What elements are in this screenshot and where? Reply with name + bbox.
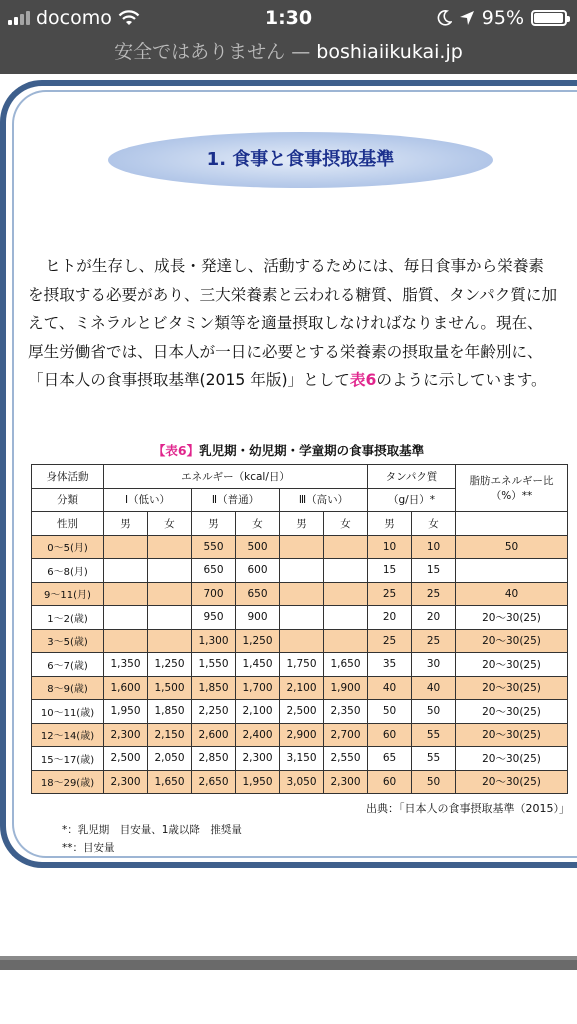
value-cell: 2,300 (236, 747, 280, 771)
header-female: 女 (236, 512, 280, 536)
value-cell (324, 606, 368, 630)
address-bar[interactable] (0, 37, 577, 64)
value-cell: 55 (412, 723, 456, 747)
value-cell: 60 (368, 770, 412, 794)
age-cell: 1～2(歳) (32, 606, 104, 630)
value-cell: 2,850 (192, 747, 236, 771)
clock: 1:30 (264, 7, 313, 29)
paragraph-text-end: のように示しています。 (376, 371, 547, 389)
value-cell (324, 582, 368, 606)
fat-ratio-cell (456, 559, 568, 583)
value-cell: 700 (192, 582, 236, 606)
value-cell: 20 (412, 606, 456, 630)
carrier-label: docomo (36, 7, 112, 29)
header-level-3: Ⅲ（高い） (280, 488, 368, 512)
value-cell: 50 (368, 700, 412, 724)
value-cell: 650 (192, 559, 236, 583)
value-cell: 1,500 (148, 676, 192, 700)
battery-icon (531, 10, 567, 26)
value-cell: 2,100 (236, 700, 280, 724)
value-cell: 500 (236, 535, 280, 559)
value-cell (324, 629, 368, 653)
age-cell: 8～9(歳) (32, 676, 104, 700)
table-row (32, 606, 568, 630)
header-male: 男 (192, 512, 236, 536)
header-male: 男 (104, 512, 148, 536)
header-category: 分類 (32, 488, 104, 512)
fat-ratio-cell: 20～30(25) (456, 747, 568, 771)
fat-ratio-cell: 40 (456, 582, 568, 606)
value-cell (104, 629, 148, 653)
battery-percent: 95% (481, 7, 524, 29)
value-cell: 1,750 (280, 653, 324, 677)
table-row (32, 653, 568, 677)
header-energy: エネルギー（kcal/日） (104, 465, 368, 489)
value-cell: 550 (192, 535, 236, 559)
value-cell: 600 (236, 559, 280, 583)
table-row (32, 723, 568, 747)
table-note-2: **：目安量 (62, 842, 115, 854)
header-level-1: Ⅰ（低い） (104, 488, 192, 512)
header-fat-label: 脂肪エネルギー比 (469, 475, 554, 487)
table-source: 出典：「日本人の食事摂取基準（2015）」 (366, 802, 570, 815)
age-cell: 12～14(歳) (32, 723, 104, 747)
table-row (32, 700, 568, 724)
age-cell: 0～5(月) (32, 535, 104, 559)
value-cell: 950 (192, 606, 236, 630)
value-cell: 1,950 (236, 770, 280, 794)
moon-icon (436, 10, 452, 26)
header-sex: 性別 (32, 512, 104, 536)
value-cell: 10 (368, 535, 412, 559)
value-cell (104, 559, 148, 583)
value-cell (324, 559, 368, 583)
value-cell: 1,950 (104, 700, 148, 724)
value-cell (104, 606, 148, 630)
table-caption-text: 乳児期・幼児期・学童期の食事摂取基準 (199, 443, 425, 458)
header-activity: 身体活動 (32, 465, 104, 489)
value-cell: 2,300 (104, 723, 148, 747)
header-protein: タンパク質 (368, 465, 456, 489)
table-row (32, 535, 568, 559)
table-reference-link: 表6 (349, 371, 377, 389)
value-cell: 650 (236, 582, 280, 606)
value-cell: 40 (412, 676, 456, 700)
value-cell: 25 (412, 629, 456, 653)
value-cell: 2,500 (280, 700, 324, 724)
table-row (32, 676, 568, 700)
value-cell (280, 606, 324, 630)
intake-standards-table (31, 464, 568, 794)
fat-ratio-cell: 20～30(25) (456, 676, 568, 700)
value-cell (148, 629, 192, 653)
value-cell: 20 (368, 606, 412, 630)
value-cell: 15 (368, 559, 412, 583)
bottom-toolbar-edge (0, 956, 577, 970)
fat-ratio-cell: 50 (456, 535, 568, 559)
fat-ratio-cell: 20～30(25) (456, 653, 568, 677)
header-fat-blank (456, 512, 568, 536)
value-cell: 2,500 (104, 747, 148, 771)
value-cell (280, 535, 324, 559)
value-cell: 1,350 (104, 653, 148, 677)
table-row (32, 747, 568, 771)
value-cell (280, 582, 324, 606)
value-cell: 1,700 (236, 676, 280, 700)
value-cell: 2,250 (192, 700, 236, 724)
table-row (32, 582, 568, 606)
paragraph-text: ヒトが生存し、成長・発達し、活動するためには、毎日食事から栄養素を摂取する必要があり、三大栄養素と云われる糖質、脂質、タンパク質に加えて、ミネラルとビタミン類等を適量摂取しなければなりません。現在、厚生労働省では、日本人が一日に必要とする栄養素の摂取量を年齢別に、「日本人の食事摂取基準(2015 年版)」として (28, 257, 558, 389)
age-cell: 9～11(月) (32, 582, 104, 606)
value-cell: 55 (412, 747, 456, 771)
value-cell: 2,400 (236, 723, 280, 747)
age-cell: 6～8(月) (32, 559, 104, 583)
header-male: 男 (368, 512, 412, 536)
value-cell: 30 (412, 653, 456, 677)
age-cell: 3～5(歳) (32, 629, 104, 653)
status-right (436, 7, 567, 29)
fat-ratio-cell: 20～30(25) (456, 723, 568, 747)
header-level-2: Ⅱ（普通） (192, 488, 280, 512)
value-cell: 2,050 (148, 747, 192, 771)
value-cell: 1,900 (324, 676, 368, 700)
value-cell (104, 535, 148, 559)
table-row (32, 559, 568, 583)
value-cell (148, 606, 192, 630)
value-cell: 2,600 (192, 723, 236, 747)
value-cell: 25 (368, 629, 412, 653)
url-domain: boshiaiikukai.jp (316, 41, 463, 63)
value-cell (324, 535, 368, 559)
value-cell: 1,650 (148, 770, 192, 794)
value-cell: 3,050 (280, 770, 324, 794)
value-cell: 2,150 (148, 723, 192, 747)
header-male: 男 (280, 512, 324, 536)
value-cell: 3,150 (280, 747, 324, 771)
fat-ratio-cell: 20～30(25) (456, 700, 568, 724)
header-fat (456, 465, 568, 512)
value-cell: 25 (412, 582, 456, 606)
value-cell (148, 535, 192, 559)
table-caption (0, 441, 577, 459)
value-cell: 50 (412, 770, 456, 794)
value-cell: 60 (368, 723, 412, 747)
age-cell: 10～11(歳) (32, 700, 104, 724)
value-cell: 50 (412, 700, 456, 724)
value-cell: 1,450 (236, 653, 280, 677)
value-cell: 10 (412, 535, 456, 559)
value-cell: 1,850 (192, 676, 236, 700)
table-caption-tag: 【表6】 (152, 443, 200, 458)
value-cell: 1,250 (148, 653, 192, 677)
value-cell: 15 (412, 559, 456, 583)
value-cell: 2,650 (192, 770, 236, 794)
header-fat-unit: （%）** (490, 490, 533, 502)
header-female: 女 (324, 512, 368, 536)
value-cell: 1,300 (192, 629, 236, 653)
section-title: 1. 食事と食事摂取基準 (206, 149, 395, 170)
value-cell (148, 582, 192, 606)
browser-chrome (0, 0, 577, 74)
value-cell: 35 (368, 653, 412, 677)
fat-ratio-cell: 20～30(25) (456, 606, 568, 630)
value-cell: 65 (368, 747, 412, 771)
header-female: 女 (412, 512, 456, 536)
header-female: 女 (148, 512, 192, 536)
intro-paragraph (28, 252, 558, 395)
value-cell: 1,650 (324, 653, 368, 677)
age-cell: 6～7(歳) (32, 653, 104, 677)
header-protein-unit: （g/日）* (368, 488, 456, 512)
value-cell (148, 559, 192, 583)
fat-ratio-cell: 20～30(25) (456, 770, 568, 794)
value-cell: 1,250 (236, 629, 280, 653)
security-warning: 安全ではありません — (114, 41, 311, 63)
location-arrow-icon (459, 10, 475, 26)
value-cell: 2,550 (324, 747, 368, 771)
value-cell: 2,300 (104, 770, 148, 794)
fat-ratio-cell: 20～30(25) (456, 629, 568, 653)
value-cell (280, 559, 324, 583)
value-cell: 2,350 (324, 700, 368, 724)
value-cell (280, 629, 324, 653)
value-cell: 40 (368, 676, 412, 700)
table-note-1: *：乳児期 目安量、1歳以降 推奨量 (62, 824, 242, 836)
value-cell (104, 582, 148, 606)
value-cell: 2,300 (324, 770, 368, 794)
age-cell: 15～17(歳) (32, 747, 104, 771)
value-cell: 25 (368, 582, 412, 606)
value-cell: 2,700 (324, 723, 368, 747)
status-bar (0, 6, 577, 32)
value-cell: 2,100 (280, 676, 324, 700)
value-cell: 1,850 (148, 700, 192, 724)
table-row (32, 629, 568, 653)
value-cell: 1,550 (192, 653, 236, 677)
value-cell: 900 (236, 606, 280, 630)
value-cell: 1,600 (104, 676, 148, 700)
age-cell: 18～29(歳) (32, 770, 104, 794)
table-row (32, 770, 568, 794)
value-cell: 2,900 (280, 723, 324, 747)
